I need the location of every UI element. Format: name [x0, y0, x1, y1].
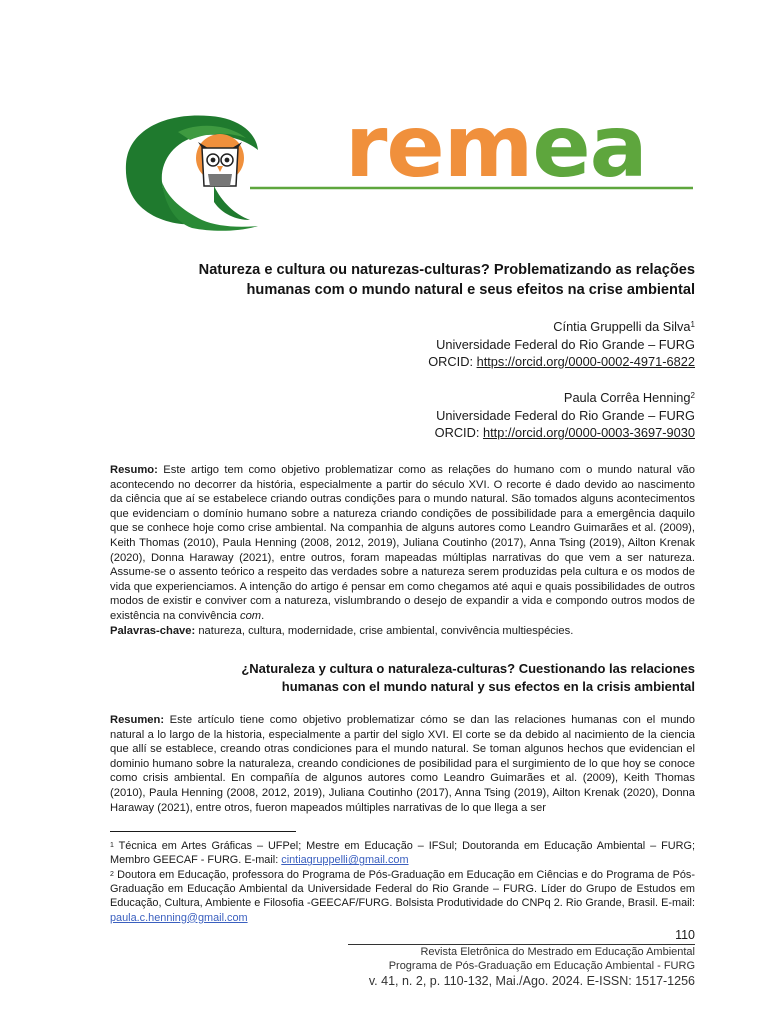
email-link-2[interactable]: paula.c.henning@gmail.com — [110, 911, 248, 924]
author-2-name: Paula Corrêa Henning$^2$ — [563, 390, 695, 405]
title-pt-line-2: humanas com o mundo natural e seus efeitos na crise ambiental — [246, 282, 695, 298]
journal-footer — [369, 946, 695, 990]
author-1-orcid: ORCID: https://orcid.org/0000-0002-4971-6822 — [428, 354, 695, 369]
keywords-text: natureza, cultura, modernidade, crise ambiental, convivência multiespécies. — [195, 624, 574, 637]
footnote-2: $^2$ Doutora em Educação, professora do Programa de Pós-Graduação em Educação em Ciências e do Programa de Pós-Graduação em Educação Ambiental da Universidade Federal do Rio Grande – FURG. Líder do Grupo de Estudos em Educação, Cultura, Ambiente e Filosofia -GEECAF/FURG. Bolsista Produtividade do CNPq 2. Rio Grande, Brasil. E-mail: paula.c.henning@gmail.com — [110, 869, 695, 924]
author-2-orcid: ORCID: http://orcid.org/0000-0003-3697-9030 — [434, 425, 695, 440]
journal-volume: v. 41, n. 2, p. 110-132, Mai./Ago. 2024. E-ISSN: 1517-1256 — [368, 974, 695, 989]
author-2-block — [435, 389, 695, 442]
footnote-divider — [110, 831, 296, 832]
abstract-es-label: Resumen: — [110, 714, 165, 726]
page-number: 110 — [675, 928, 695, 942]
abstract-pt-text: Este artigo tem como objetivo problematizar como as relações do humano com o mundo natural vão acontecendo no decorrer da história, especialmente a partir do século XVI. O recorte é dado devido ao nascimento da ciência que aí se estabelece criando outras condições para o mundo natural. São tomados alguns acontecimentos que evidenciam o domínio humano sobre a natureza criando condições de possibilidade para a emergência daquilo que se conhece hoje como crise ambiental. Na companhia de alguns autores como Leandro Guimarães et al. (2009), Keith Thomas (2010), Paula Henning (2008, 2012, 2019), Juliana Coutinho (2017), Anna Tsing (2019), Ailton Krenak (2020), Donna Haraway (2021), entre outros, foram mapeadas múltiplas narrativas do que vem a ser natureza. Assume-se o assento teórico a respeito das verdades sobre a natureza serem produzidas pela cultura e os modos de vida que experienciamos. A intenção do artigo é pensar em como chegamos até aqui e quais possibilidades de outros modos de existir e conviver com a natureza, vislumbrando o desejo de expandir a vida e compondo outros modos de existência na convivência — [110, 464, 695, 622]
title-pt-line-1: Natureza e cultura ou naturezas-culturas? Problematizando as relações — [198, 262, 695, 278]
orcid-link-1[interactable]: https://orcid.org/0000-0002-4971-6822 — [476, 354, 695, 369]
logo-wordmark — [345, 97, 647, 197]
abstract-pt: Resumo: Este artigo tem como objetivo problematizar como as relações do humano com o mundo natural vão acontecendo no decorrer da história, especialmente a partir do século XVI. O recorte é dado devido ao nascimento da ciência que aí se estabelece criando outras condições para o mundo natural. São tomados alguns acontecimentos que evidenciam o domínio humano sobre a natureza criando condições de possibilidade para a emergência daquilo que se conhece hoje como crise ambiental. Na companhia de alguns autores como Leandro Guimarães et al. (2009), Keith Thomas (2010), Paula Henning (2008, 2012, 2019), Juliana Coutinho (2017), Anna Tsing (2019), Ailton Krenak (2020), Donna Haraway (2021), entre outros, foram mapeadas múltiplas narrativas do que vem a ser natureza. Assume-se o assento teórico a respeito das verdades sobre a natureza serem produzidas pela cultura e os modos de vida que experienciamos. A intenção do artigo é pensar em como chegamos até aqui e quais possibilidades de outros modos de existir e conviver com a natureza, vislumbrando o desejo de expandir a vida e compondo outros modos de existência na convivência com. Palavras-chave: natureza, cultura, modernidade, crise ambiental, convivência multiespécies. — [110, 464, 695, 637]
author-2-affiliation: Universidade Federal do Rio Grande – FURG — [436, 407, 695, 423]
logo-word-green: ea — [532, 97, 647, 197]
orcid-link-2[interactable]: http://orcid.org/0000-0003-3697-9030 — [482, 425, 695, 440]
abstract-pt-italic: com — [239, 609, 262, 622]
abstract-pt-label: Resumo: — [110, 464, 158, 476]
abstract-es-text: Este artículo tiene como objetivo problematizar cómo se dan las relaciones humanas con el mundo natural a lo largo de la historia, especialmente a partir del siglo XVI. El corte se da debido al nacimiento de la ciencia que allí se establece, creando otras condiciones para el mundo natural. Se toman algunos hechos que evidencian el dominio humano sobre la naturaleza, creando condiciones de posibilidad para el surgimiento de lo que hoy se conoce como crisis ambiental. En compañía de algunos autores como Leandro Guimarães et al. (2009), Keith Thomas (2010), Paula Henning (2008, 2012, 2019), Juliana Coutinho (2017), Anna Tsing (2019), Ailton Krenak (2020), Donna Haraway (2021), entre otros, fueron mapeados múltiples narrativas de lo que llega a ser — [110, 714, 695, 814]
journal-program: Programa de Pós-Graduação em Educação Ambiental - FURG — [388, 959, 695, 972]
footnote-mark-2[interactable]: 2 — [690, 391, 695, 400]
article-title-pt — [110, 260, 695, 300]
author-1-name: Cíntia Gruppelli da Silva$^1$ — [553, 319, 695, 334]
footer-divider — [348, 944, 695, 945]
abstract-es — [110, 713, 695, 815]
owl-icon — [198, 142, 242, 186]
title-es-line-1: ¿Naturaleza y cultura o naturaleza-culturas? Cuestionando las relaciones — [241, 661, 695, 676]
journal-name: Revista Eletrônica do Mestrado em Educação Ambiental — [420, 946, 695, 958]
footnote-mark-1[interactable]: 1 — [690, 320, 695, 329]
author-1-affiliation: Universidade Federal do Rio Grande – FURG — [436, 336, 695, 352]
email-link-1[interactable]: cintiagruppelli@gmail.com — [281, 854, 409, 867]
article-title-es — [110, 660, 695, 696]
title-es-line-2: humanas con el mundo natural y sus efectos en la crisis ambiental — [281, 679, 695, 694]
logo-word-orange: rem — [345, 97, 533, 197]
keywords-label: Palavras-chave: — [110, 624, 196, 637]
author-1-block — [428, 318, 695, 371]
footnote-1: $^1$ Técnica em Artes Gráficas – UFPel; Mestre em Educação – IFSul; Doutoranda em Educação Ambiental – FURG; Membro GEECAF - FURG. E-mail: cintiagruppelli@gmail.com — [110, 840, 695, 867]
